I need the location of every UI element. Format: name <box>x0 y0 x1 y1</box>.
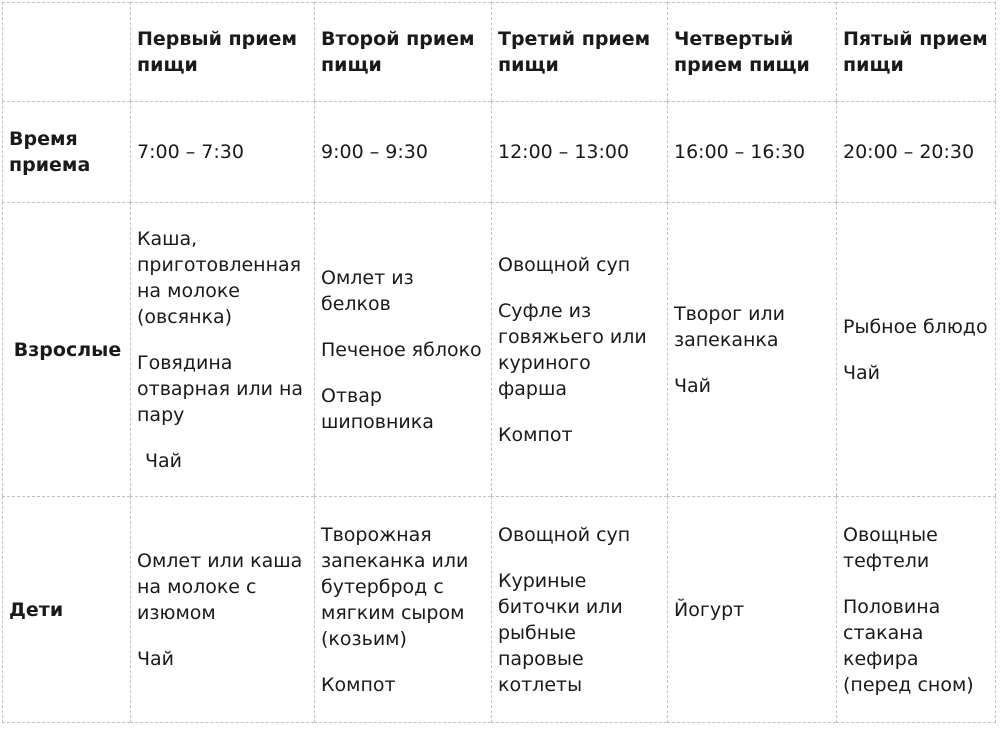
menu-item: Компот <box>498 423 573 446</box>
menu-item: Суфле из говяжьего или куриного фарша <box>498 299 647 400</box>
menu-item: Печеное яблоко <box>321 338 482 361</box>
menu-item: Омлет из белков <box>321 266 414 315</box>
corner-cell <box>2 2 130 101</box>
menu-item: Половина стакана кефира (перед сном) <box>843 595 974 696</box>
header-meal-3: Третий прием пищи <box>491 2 667 101</box>
menu-item: Куриные биточки или рыбные паровые котлеты <box>498 569 623 696</box>
header-row <box>2 2 996 101</box>
kids-row <box>2 496 996 723</box>
header-meal-2: Второй прием пищи <box>314 2 491 101</box>
menu-item: Каша, приготовленная на молоке (овсянка) <box>137 227 302 328</box>
adults-cell-1 <box>130 202 314 496</box>
adults-cell-3 <box>491 202 667 496</box>
menu-item: Омлет или каша на молоке с изюмом <box>137 549 303 624</box>
adults-row-label: Взрослые <box>2 202 130 496</box>
header-meal-5: Пятый прием пищи <box>836 2 996 101</box>
menu-item: Чай <box>843 361 881 384</box>
kids-cell-2 <box>314 496 491 723</box>
adults-row <box>2 202 996 496</box>
time-cell-1: 7:00 – 7:30 <box>130 101 314 202</box>
adults-cell-4 <box>667 202 836 496</box>
kids-cell-3 <box>491 496 667 723</box>
menu-item: Овощной суп <box>498 523 631 546</box>
menu-item: Рыбное блюдо <box>843 315 988 338</box>
menu-item: Компот <box>321 673 396 696</box>
meal-schedule-table <box>2 2 996 723</box>
menu-item: Чай <box>674 374 712 397</box>
menu-item: Овощной суп <box>498 253 631 276</box>
time-cell-4: 16:00 – 16:30 <box>667 101 836 202</box>
menu-item: Творожная запеканка или бутерброд с мягким сыром (козьим) <box>321 523 469 650</box>
time-row-label: Время приема <box>2 101 130 202</box>
adults-cell-2 <box>314 202 491 496</box>
kids-cell-1 <box>130 496 314 723</box>
kids-cell-5 <box>836 496 996 723</box>
kids-row-label: Дети <box>2 496 130 723</box>
kids-cell-4 <box>667 496 836 723</box>
menu-item: Говядина отварная или на пару <box>137 351 304 426</box>
time-row <box>2 101 996 202</box>
menu-item: Творог или запеканка <box>674 302 785 351</box>
time-cell-5: 20:00 – 20:30 <box>836 101 996 202</box>
header-meal-1: Первый прием пищи <box>130 2 314 101</box>
header-meal-4: Четвертый прием пищи <box>667 2 836 101</box>
time-cell-3: 12:00 – 13:00 <box>491 101 667 202</box>
time-cell-2: 9:00 – 9:30 <box>314 101 491 202</box>
menu-item: Чай <box>137 647 175 670</box>
menu-item: Отвар шиповника <box>321 384 434 433</box>
menu-item: Йогурт <box>674 598 745 621</box>
menu-item: Овощные тефтели <box>843 523 938 572</box>
menu-item: Чай <box>145 449 183 472</box>
adults-cell-5 <box>836 202 996 496</box>
